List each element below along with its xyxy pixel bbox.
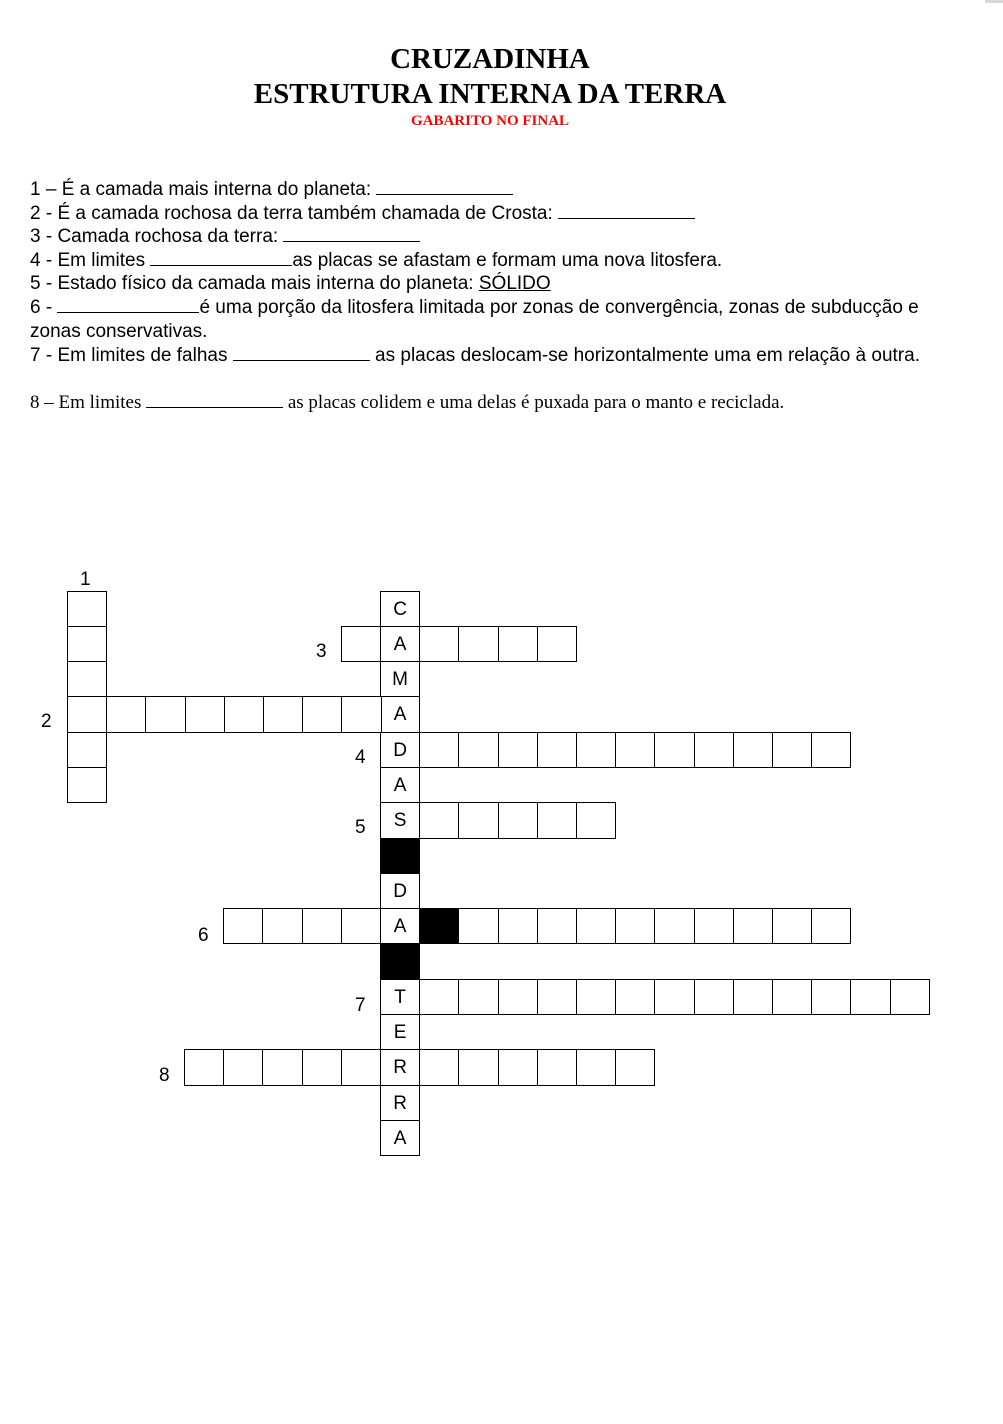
- crossword-cell-word-4[interactable]: [458, 732, 498, 768]
- title-line-2: ESTRUTURA INTERNA DA TERRA: [253, 78, 727, 110]
- crossword-cell-word-7[interactable]: [654, 979, 694, 1015]
- crossword-cell-word-1[interactable]: [67, 767, 107, 803]
- page-corner-mark: [985, 0, 1003, 3]
- question-4-text-after: as placas se afastam e formam uma nova litosfera.: [292, 250, 723, 271]
- crossword-cell-word-4[interactable]: [498, 732, 538, 768]
- crossword-cell-word-7[interactable]: [890, 979, 930, 1015]
- question-5-answer: SÓLIDO: [478, 273, 551, 294]
- answer-blank-6[interactable]: [57, 297, 199, 313]
- crossword-cell-vertical[interactable]: D: [380, 732, 420, 768]
- crossword-cell-vertical[interactable]: A: [380, 696, 420, 732]
- crossword-cell-vertical[interactable]: A: [380, 908, 420, 944]
- crossword-cell-word-4[interactable]: [733, 732, 773, 768]
- crossword-cell-vertical[interactable]: M: [380, 661, 420, 697]
- crossword-cell-vertical[interactable]: C: [380, 591, 420, 627]
- crossword-cell-word-7[interactable]: [772, 979, 812, 1015]
- clue-number-6: 6: [198, 925, 209, 946]
- crossword-cell-word-6[interactable]: [262, 908, 302, 944]
- question-5-text: 5 - Estado físico da camada mais interna do planeta:: [30, 273, 479, 294]
- crossword-cell-word-8[interactable]: [576, 1049, 616, 1085]
- question-7-text-after: as placas deslocam-se horizontalmente uma em relação à outra.: [369, 345, 920, 366]
- answer-blank-7[interactable]: [233, 345, 370, 361]
- crossword-cell-word-8[interactable]: [537, 1049, 577, 1085]
- crossword-cell-word-8[interactable]: [184, 1049, 224, 1085]
- crossword-cell-word-1[interactable]: [67, 661, 107, 697]
- black-cell: [380, 838, 420, 874]
- crossword-cell-vertical[interactable]: A: [380, 1120, 420, 1156]
- crossword-cell-word-7[interactable]: [733, 979, 773, 1015]
- question-2: [30, 202, 940, 226]
- answer-key-note: GABARITO NO FINAL: [410, 113, 570, 129]
- crossword-cell-word-8[interactable]: [341, 1049, 381, 1085]
- question-8-text-after: as placas colidem e uma delas é puxada para o manto e reciclada.: [283, 392, 785, 413]
- crossword-cell-word-2[interactable]: [106, 696, 146, 732]
- crossword-cell-word-7[interactable]: [458, 979, 498, 1015]
- crossword-cell-word-2[interactable]: [185, 696, 225, 732]
- black-cell: [419, 908, 459, 944]
- question-8-text: 8 – Em limites: [30, 392, 147, 413]
- question-2-text: 2 - É a camada rochosa da terra também chamada de Crosta:: [30, 203, 559, 224]
- crossword-cell-word-4[interactable]: [537, 732, 577, 768]
- crossword-cell-word-7[interactable]: [576, 979, 616, 1015]
- crossword-cell-word-4[interactable]: [811, 732, 851, 768]
- crossword-cell-word-3[interactable]: [537, 626, 577, 662]
- answer-blank-8[interactable]: [146, 392, 283, 408]
- crossword-cell-word-6[interactable]: [341, 908, 381, 944]
- crossword-cell-word-6[interactable]: [498, 908, 538, 944]
- crossword-cell-word-4[interactable]: [654, 732, 694, 768]
- crossword-cell-word-4[interactable]: [419, 732, 459, 768]
- crossword-cell-word-6[interactable]: [733, 908, 773, 944]
- answer-blank-3[interactable]: [283, 226, 420, 242]
- crossword-cell-word-2[interactable]: [263, 696, 303, 732]
- title-line-1: CRUZADINHA: [390, 43, 590, 75]
- crossword-cell-vertical[interactable]: D: [380, 873, 420, 909]
- crossword-cell-vertical[interactable]: R: [380, 1049, 420, 1085]
- crossword-cell-word-8[interactable]: [615, 1049, 655, 1085]
- question-7: [30, 344, 940, 368]
- crossword-cell-word-7[interactable]: [694, 979, 734, 1015]
- crossword-cell-word-2[interactable]: [224, 696, 264, 732]
- crossword-cell-word-7[interactable]: [498, 979, 538, 1015]
- crossword-cell-word-1[interactable]: [67, 732, 107, 768]
- crossword-cell-word-6[interactable]: [537, 908, 577, 944]
- answer-blank-4[interactable]: [150, 250, 292, 266]
- crossword-cell-word-5[interactable]: [498, 802, 538, 838]
- crossword-cell-word-8[interactable]: [498, 1049, 538, 1085]
- clue-number-2: 2: [41, 711, 52, 732]
- answer-blank-1[interactable]: [376, 179, 513, 195]
- crossword-cell-word-5[interactable]: [458, 802, 498, 838]
- crossword-cell-word-6[interactable]: [302, 908, 342, 944]
- crossword-cell-word-8[interactable]: [419, 1049, 459, 1085]
- crossword-cell-word-4[interactable]: [694, 732, 734, 768]
- question-3-text: 3 - Camada rochosa da terra:: [30, 226, 284, 247]
- question-6-text-after: é uma porção da litosfera limitada por zonas de convergência, zonas de subducção e zonas conservativas.: [30, 297, 919, 342]
- crossword-cell-word-8[interactable]: [262, 1049, 302, 1085]
- crossword-cell-word-3[interactable]: [341, 626, 381, 662]
- crossword-cell-word-7[interactable]: [850, 979, 890, 1015]
- clue-number-8: 8: [159, 1065, 170, 1086]
- crossword-cell-word-1[interactable]: [67, 591, 107, 627]
- clue-number-7: 7: [355, 995, 366, 1016]
- crossword-cell-word-2[interactable]: [302, 696, 342, 732]
- question-1-text: 1 – É a camada mais interna do planeta:: [30, 179, 377, 200]
- crossword-cell-vertical[interactable]: A: [380, 767, 420, 803]
- question-4-text: 4 - Em limites: [30, 250, 151, 271]
- question-1: [30, 178, 940, 202]
- question-7-text: 7 - Em limites de falhas: [30, 345, 233, 366]
- crossword-cell-vertical[interactable]: A: [380, 626, 420, 662]
- crossword-cell-word-6[interactable]: [811, 908, 851, 944]
- crossword-cell-vertical[interactable]: S: [380, 802, 420, 838]
- clue-number-3: 3: [316, 641, 327, 662]
- black-cell: [380, 944, 420, 980]
- crossword-cell-word-7[interactable]: [811, 979, 851, 1015]
- crossword-cell-word-4[interactable]: [576, 732, 616, 768]
- question-4: [30, 249, 940, 273]
- crossword-cell-word-5[interactable]: [576, 802, 616, 838]
- crossword-cell-word-8[interactable]: [458, 1049, 498, 1085]
- clue-number-1: 1: [80, 569, 91, 590]
- clue-number-5: 5: [355, 817, 366, 838]
- crossword-cell-word-6[interactable]: [654, 908, 694, 944]
- crossword-cell-word-8[interactable]: [302, 1049, 342, 1085]
- crossword-cell-word-6[interactable]: [223, 908, 263, 944]
- crossword-cell-word-8[interactable]: [223, 1049, 263, 1085]
- crossword-cell-word-6[interactable]: [576, 908, 616, 944]
- crossword-cell-word-1[interactable]: [67, 696, 107, 732]
- crossword-cell-word-1[interactable]: [67, 626, 107, 662]
- question-6: [30, 296, 940, 343]
- question-6-text: 6 -: [30, 297, 58, 318]
- crossword-cell-word-5[interactable]: [537, 802, 577, 838]
- crossword-cell-word-2[interactable]: [145, 696, 185, 732]
- crossword-cell-word-7[interactable]: [419, 979, 459, 1015]
- answer-blank-2[interactable]: [558, 203, 695, 219]
- crossword-cell-word-5[interactable]: [419, 802, 459, 838]
- crossword-cell-word-3[interactable]: [419, 626, 459, 662]
- crossword-cell-word-7[interactable]: [537, 979, 577, 1015]
- crossword-cell-word-7[interactable]: [615, 979, 655, 1015]
- crossword-cell-word-6[interactable]: [772, 908, 812, 944]
- question-3: [30, 225, 940, 249]
- clue-number-4: 4: [355, 747, 366, 768]
- crossword-cell-vertical[interactable]: R: [380, 1085, 420, 1121]
- crossword-cell-word-4[interactable]: [615, 732, 655, 768]
- question-5: [30, 272, 940, 296]
- crossword-cell-word-6[interactable]: [694, 908, 734, 944]
- crossword-cell-word-6[interactable]: [615, 908, 655, 944]
- crossword-cell-word-3[interactable]: [498, 626, 538, 662]
- crossword-cell-word-6[interactable]: [458, 908, 498, 944]
- crossword-cell-vertical[interactable]: E: [380, 1014, 420, 1050]
- crossword-cell-word-4[interactable]: [772, 732, 812, 768]
- crossword-cell-word-3[interactable]: [458, 626, 498, 662]
- crossword-cell-word-2[interactable]: [341, 696, 381, 732]
- crossword-cell-vertical[interactable]: T: [380, 979, 420, 1015]
- question-8: [30, 391, 940, 415]
